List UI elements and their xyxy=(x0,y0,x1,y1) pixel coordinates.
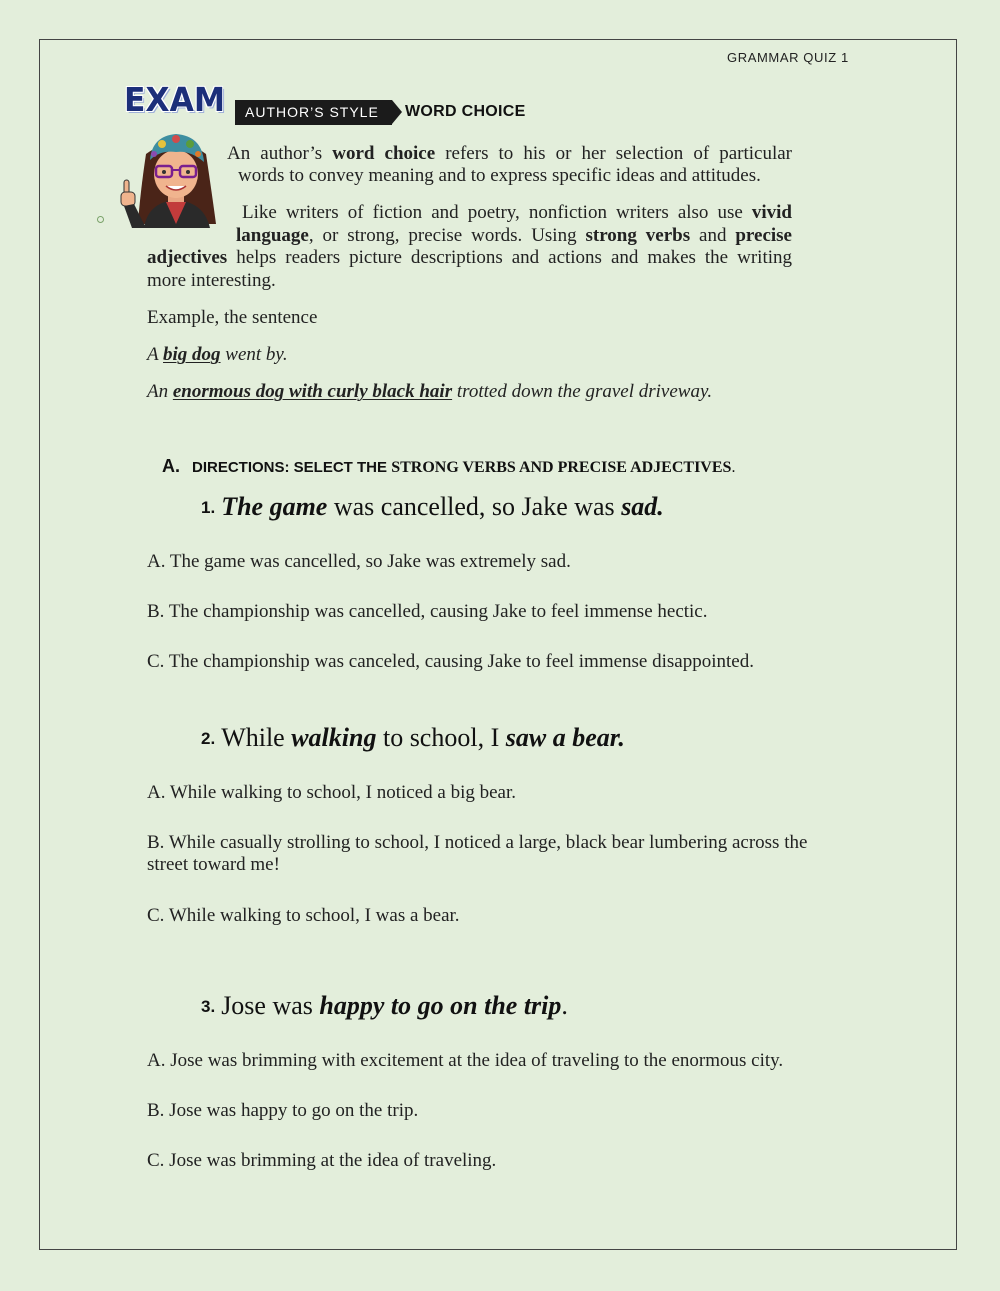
topic-title: WORD CHOICE xyxy=(405,103,526,120)
example-sentence-2 xyxy=(147,380,712,403)
bold-vivid: vivid xyxy=(751,202,792,223)
bold-word-choice: word choice xyxy=(332,143,436,164)
emphasis: happy to go on the trip xyxy=(319,991,562,1020)
emphasis: saw a bear. xyxy=(505,723,625,752)
bold-strong-verbs: strong verbs xyxy=(585,225,691,246)
question-2-option-a[interactable]: A. While walking to school, I noticed a big bear. xyxy=(147,782,517,803)
question-2-option-c[interactable]: C. While walking to school, I was a bear. xyxy=(147,905,460,926)
text: went by. xyxy=(220,344,288,365)
text: While xyxy=(221,723,292,752)
example-sentence-1 xyxy=(147,343,288,366)
emphasis: The game xyxy=(221,492,328,521)
text: refers to his or her selection of particular xyxy=(435,143,792,164)
bold-adjectives: adjectives xyxy=(147,247,228,268)
directions xyxy=(162,456,735,477)
text: Jose was xyxy=(221,991,320,1020)
directions-period: . xyxy=(731,459,736,476)
directions-text: DIRECTIONS: SELECT THE xyxy=(192,459,392,476)
text: An author’s xyxy=(227,143,333,164)
bold-language: language xyxy=(236,225,309,246)
text: was cancelled, so Jake was xyxy=(327,492,622,521)
question-number: 2. xyxy=(201,729,216,748)
text: , or strong, precise words. Using xyxy=(308,225,586,246)
example-intro: Example, the sentence xyxy=(147,307,318,328)
teacher-avatar-icon xyxy=(118,124,230,228)
text: helps readers picture descriptions and actions and makes the writing xyxy=(227,247,792,268)
intro-paragraph-2-line-3 xyxy=(147,246,792,269)
question-2-option-b[interactable] xyxy=(147,832,807,876)
underlined-phrase: enormous dog with curly black hair xyxy=(172,381,453,402)
question-3-title xyxy=(201,991,568,1021)
option-line: B. While casually strolling to school, I noticed a large, black bear lumbering across the xyxy=(147,832,808,853)
intro-paragraph-2-line-1 xyxy=(242,201,792,224)
text: . xyxy=(561,991,568,1020)
intro-paragraph-1-line-2: words to convey meaning and to express specific ideas and attitudes. xyxy=(238,165,761,186)
question-1-option-a[interactable]: A. The game was cancelled, so Jake was extremely sad. xyxy=(147,551,571,572)
text: and xyxy=(690,225,736,246)
bullet-dot xyxy=(97,216,104,223)
bold-precise: precise xyxy=(735,225,792,246)
text: An xyxy=(147,381,173,402)
emphasis: sad. xyxy=(621,492,664,521)
question-1-option-c[interactable]: C. The championship was canceled, causing Jake to feel immense disappointed. xyxy=(147,651,754,672)
intro-paragraph-1-line-1 xyxy=(227,142,792,165)
text: Like writers of fiction and poetry, nonfiction writers also use xyxy=(242,202,752,223)
exam-logo: EXAM xyxy=(124,80,226,119)
option-line: street toward me! xyxy=(147,854,280,875)
question-number: 1. xyxy=(201,498,216,517)
intro-paragraph-2-line-4: more interesting. xyxy=(147,270,276,291)
directions-text-serif: STRONG VERBS AND PRECISE ADJECTIVES xyxy=(391,459,732,476)
underlined-phrase: big dog xyxy=(163,344,221,365)
text: A xyxy=(147,344,164,365)
quiz-label: GRAMMAR QUIZ 1 xyxy=(727,50,849,65)
intro-paragraph-2-line-2 xyxy=(236,224,792,247)
question-1-title xyxy=(201,492,664,522)
tag-arrow-icon xyxy=(392,100,402,124)
authors-style-tag: AUTHOR’S STYLE xyxy=(235,100,392,125)
emphasis: walking xyxy=(291,723,377,752)
text: to school, I xyxy=(376,723,506,752)
question-2-title xyxy=(201,723,625,753)
text: trotted down the gravel driveway. xyxy=(452,381,713,402)
section-letter: A. xyxy=(162,456,180,476)
question-3-option-b[interactable]: B. Jose was happy to go on the trip. xyxy=(147,1100,419,1121)
question-number: 3. xyxy=(201,997,216,1016)
question-3-option-a[interactable]: A. Jose was brimming with excitement at the idea of traveling to the enormous city. xyxy=(147,1050,784,1071)
question-3-option-c[interactable]: C. Jose was brimming at the idea of traveling. xyxy=(147,1150,497,1171)
question-1-option-b[interactable]: B. The championship was cancelled, causing Jake to feel immense hectic. xyxy=(147,601,708,622)
